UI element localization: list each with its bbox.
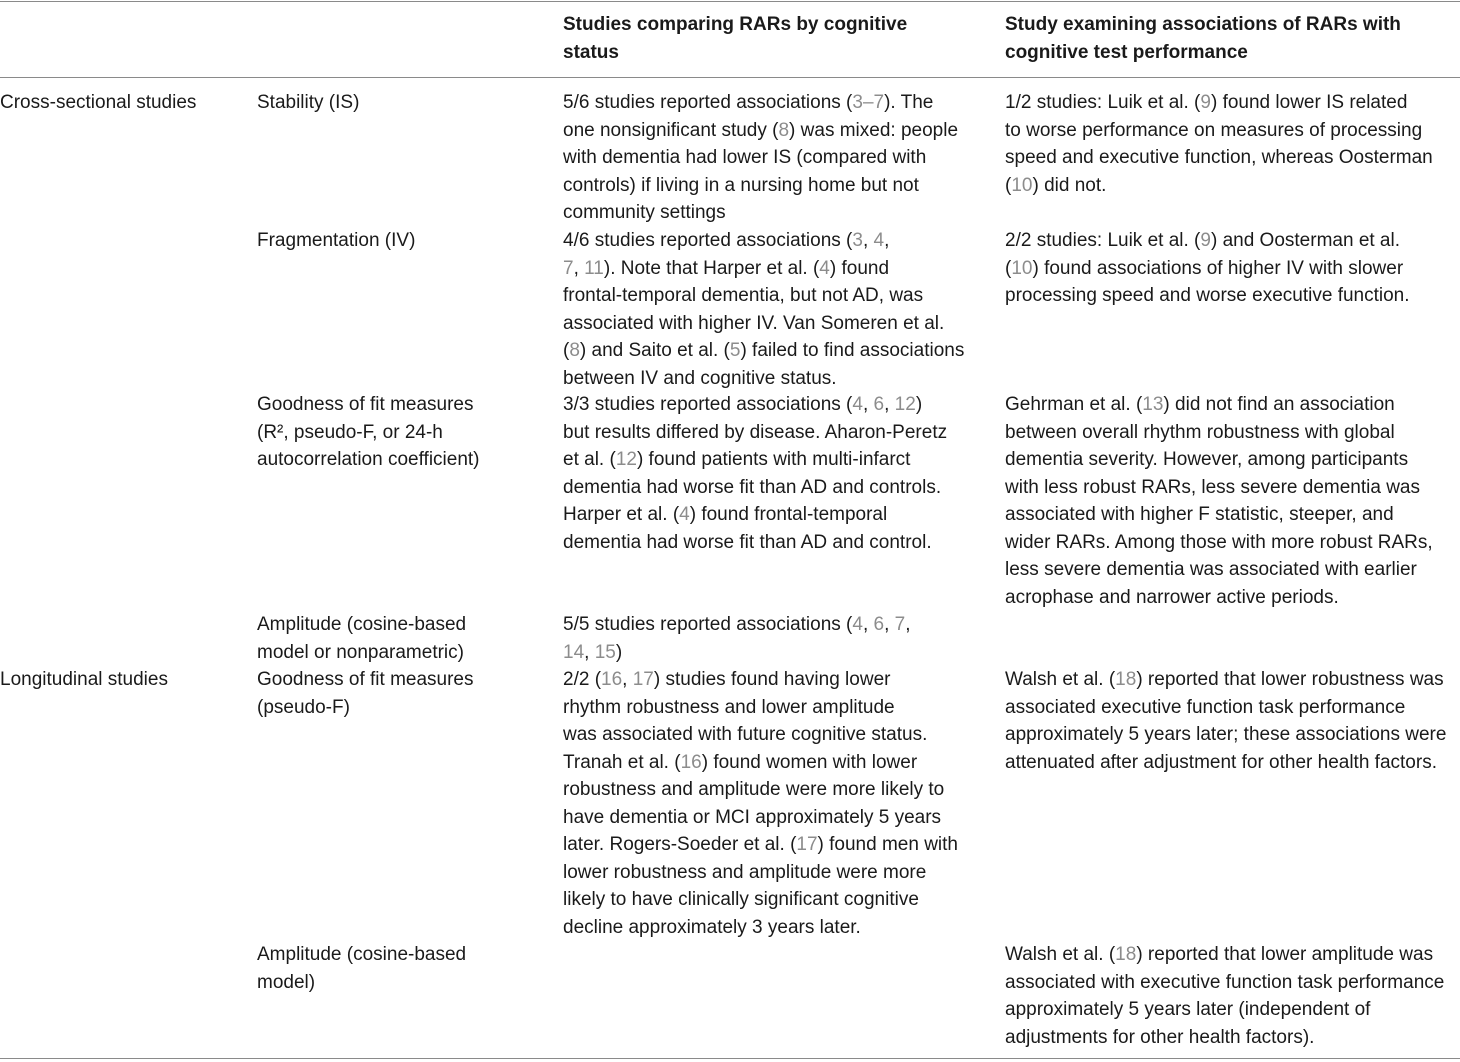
cell-text: ) studies found having lower	[653, 669, 891, 690]
cell-line	[563, 89, 983, 117]
cell-text: likely to have clinically significant cognitive	[563, 889, 919, 910]
cell-line	[1005, 144, 1460, 172]
cell-text: between overall rhythm robustness with global	[1005, 421, 1395, 443]
cell-line: model)	[257, 971, 316, 993]
cell-line	[1005, 941, 1460, 969]
row-test-finding	[1005, 941, 1460, 1051]
cell-text: ,	[862, 614, 874, 635]
cell-text: ) found lower IS related	[1210, 92, 1408, 113]
cell-line	[1005, 89, 1460, 117]
cell-text: wider RARs. Among those with more robust RARs,	[1005, 531, 1433, 553]
header-col-test	[1005, 11, 1460, 66]
cell-text: lower robustness and amplitude were more	[563, 861, 927, 883]
cell-text: Walsh et al. (	[1005, 669, 1116, 690]
cell-text: have dementia or MCI approximately 5 years	[563, 806, 942, 828]
cell-text: dementia had worse fit than AD and controls.	[563, 476, 942, 498]
header-line: status	[563, 41, 619, 63]
cell-line	[1005, 694, 1460, 722]
reference-link[interactable]: 9	[1200, 230, 1211, 251]
cell-text: controls) if living in a nursing home but not	[563, 174, 919, 196]
section-label-longitudinal: Longitudinal studies	[0, 669, 168, 690]
table-bottom-rule	[0, 1058, 1460, 1059]
row-status-finding	[563, 227, 983, 392]
cell-line	[1005, 227, 1460, 255]
reference-link[interactable]: 14	[563, 641, 585, 663]
reference-link[interactable]: 16	[601, 669, 623, 690]
cell-text: adjustments for other health factors).	[1005, 1026, 1315, 1048]
cell-text: frontal-temporal dementia, but not AD, was	[563, 285, 924, 306]
cell-line	[563, 721, 983, 749]
reference-link[interactable]: 10	[1011, 174, 1033, 196]
cell-line	[1005, 996, 1460, 1024]
row-test-finding	[1005, 391, 1460, 611]
row-status-finding	[563, 611, 983, 666]
cell-line	[563, 639, 983, 667]
cell-line	[563, 172, 983, 200]
cell-text: 5/6 studies reported associations (	[563, 92, 853, 113]
cell-line	[563, 804, 983, 832]
row-measure	[257, 666, 547, 721]
cell-text: ) found associations of higher IV with slower	[1032, 257, 1404, 279]
cell-line	[563, 282, 983, 310]
reference-link[interactable]: 7	[563, 257, 574, 279]
table-header-rule	[0, 77, 1460, 78]
cell-line: model or nonparametric)	[257, 641, 464, 663]
row-measure	[257, 941, 547, 996]
cell-line	[563, 859, 983, 887]
cell-line	[563, 914, 983, 942]
cell-text: processing speed and worse executive function.	[1005, 285, 1410, 306]
cell-text: associated with higher F statistic, steeper, and	[1005, 504, 1394, 525]
reference-link[interactable]: 10	[1011, 257, 1033, 279]
cell-line	[563, 227, 983, 255]
cell-text: ) reported that lower robustness was	[1136, 669, 1444, 690]
cell-text: ) and Saito et al. (	[579, 340, 730, 361]
cell-text: robustness and amplitude were more likely to	[563, 779, 945, 800]
row-test-finding	[1005, 666, 1460, 776]
cell-text: )	[915, 394, 923, 415]
reference-link[interactable]: 13	[1142, 394, 1164, 415]
row-test-finding	[1005, 89, 1460, 199]
cell-text: ) found women with lower	[701, 751, 918, 773]
reference-link[interactable]: 18	[1115, 669, 1137, 690]
header-col-status	[563, 11, 983, 66]
cell-text: et al. (	[563, 449, 616, 470]
cell-line	[1005, 446, 1460, 474]
cell-text: ) found frontal-temporal	[689, 504, 888, 525]
cell-text: ,	[862, 394, 874, 415]
cell-text: ) did not find an association	[1163, 394, 1395, 415]
reference-link[interactable]: 17	[632, 669, 654, 690]
row-measure	[257, 611, 547, 666]
cell-line	[563, 391, 983, 419]
cell-line	[1005, 556, 1460, 584]
section-label-cross-sectional: Cross-sectional studies	[0, 92, 197, 113]
cell-text: ,	[884, 614, 895, 635]
cell-text: community settings	[563, 202, 726, 223]
cell-line	[563, 749, 983, 777]
reference-link[interactable]: 4	[852, 614, 863, 635]
cell-text: with less robust RARs, less severe dementia was	[1005, 476, 1420, 498]
cell-text: was associated with future cognitive status.	[563, 724, 928, 745]
cell-line	[1005, 391, 1460, 419]
cell-text: speed and executive function, whereas Oosterman	[1005, 147, 1433, 168]
cell-text: ) found men with	[817, 834, 958, 855]
cell-text: later. Rogers-Soeder et al. (	[563, 834, 797, 855]
cell-line	[1005, 721, 1460, 749]
cell-line	[563, 255, 983, 283]
cell-line	[1005, 969, 1460, 997]
cell-line: Stability (IS)	[257, 92, 360, 113]
cell-text: acrophase and narrower active periods.	[1005, 586, 1339, 608]
cell-text: decline approximately 3 years later.	[563, 916, 861, 938]
cell-line	[563, 365, 983, 393]
reference-link[interactable]: 8	[778, 119, 790, 141]
cell-line: Fragmentation (IV)	[257, 230, 416, 251]
reference-link[interactable]: 9	[1200, 92, 1211, 113]
cell-line	[563, 446, 983, 474]
cell-text: 5/5 studies reported associations (	[563, 614, 853, 635]
reference-link[interactable]: 18	[1115, 944, 1137, 965]
cell-text: 3/3 studies reported associations (	[563, 394, 853, 415]
reference-link[interactable]: 4	[819, 257, 830, 279]
cell-text: ) reported that lower amplitude was	[1136, 944, 1434, 965]
row-measure	[257, 391, 547, 474]
reference-link[interactable]: 15	[594, 641, 616, 663]
cell-line: Goodness of fit measures	[257, 669, 474, 690]
cell-text: but results differed by disease. Aharon-Peretz	[563, 421, 948, 443]
cell-text: )	[615, 641, 623, 663]
cell-text: ,	[905, 614, 911, 635]
cell-text: ). The	[884, 92, 934, 113]
row-status-finding	[563, 89, 983, 227]
cell-line: (pseudo-F)	[257, 696, 350, 718]
cell-line	[1005, 584, 1460, 612]
cell-text: with dementia had lower IS (compared with	[563, 147, 927, 168]
reference-link[interactable]: 12	[894, 394, 916, 415]
cell-text: 4/6 studies reported associations (	[563, 230, 853, 251]
cell-text: ,	[884, 394, 895, 415]
cell-text: (	[1005, 174, 1012, 196]
cell-text: approximately 5 years later; these associations were	[1005, 724, 1447, 745]
reference-link[interactable]: 4	[873, 230, 885, 251]
cell-text: associated executive function task performance	[1005, 696, 1406, 718]
cell-text: (	[1005, 257, 1012, 279]
cell-text: associated with higher IV. Van Someren et al.	[563, 312, 945, 334]
row-status-finding	[563, 666, 983, 941]
cell-line: Goodness of fit measures	[257, 394, 474, 415]
cell-text: 2/2 studies: Luik et al. (	[1005, 230, 1201, 251]
cell-line	[563, 419, 983, 447]
cell-text: between IV and cognitive status.	[563, 367, 837, 389]
cell-text: ,	[584, 641, 595, 663]
cell-text: dementia had worse fit than AD and control.	[563, 531, 932, 553]
cell-line	[563, 337, 983, 365]
cell-line	[1005, 255, 1460, 283]
cell-text: (	[563, 340, 570, 361]
cell-text: ) did not.	[1032, 174, 1107, 196]
cell-line	[1005, 474, 1460, 502]
cell-text: ,	[884, 230, 890, 251]
reference-link[interactable]: 8	[569, 340, 580, 361]
cell-text: less severe dementia was associated with earlier	[1005, 559, 1417, 580]
header-line: Studies comparing RARs by cognitive	[563, 14, 908, 35]
reference-link[interactable]: 17	[796, 834, 818, 855]
cell-text: one nonsignificant study (	[563, 119, 779, 141]
cell-text: ) and Oosterman et al.	[1210, 230, 1401, 251]
cell-text: ,	[862, 230, 874, 251]
header-line: Study examining associations of RARs with	[1005, 14, 1401, 35]
cell-text: ) failed to find associations	[740, 340, 965, 361]
cell-text: 1/2 studies: Luik et al. (	[1005, 92, 1201, 113]
cell-line: Amplitude (cosine-based	[257, 614, 467, 635]
row-measure	[257, 227, 547, 255]
cell-line	[563, 474, 983, 502]
reference-link[interactable]: 16	[680, 751, 702, 773]
cell-line	[563, 310, 983, 338]
reference-link[interactable]: 4	[852, 394, 863, 415]
cell-line	[1005, 172, 1460, 200]
cell-line	[563, 611, 983, 639]
cell-text: Walsh et al. (	[1005, 944, 1116, 965]
cell-text: Gehrman et al. (	[1005, 394, 1143, 415]
cell-line	[1005, 1024, 1460, 1052]
cell-line	[1005, 282, 1460, 310]
header-line: cognitive test performance	[1005, 41, 1248, 63]
cell-text: Tranah et al. (	[563, 751, 681, 773]
cell-line	[563, 199, 983, 227]
cell-text: 2/2 (	[563, 669, 602, 690]
reference-link[interactable]: 7	[894, 614, 906, 635]
reference-link[interactable]: 6	[873, 614, 885, 635]
cell-text: ,	[622, 669, 633, 690]
reference-link[interactable]: 3	[852, 230, 863, 251]
cell-text: attenuated after adjustment for other health factors.	[1005, 751, 1437, 773]
cell-line	[563, 666, 983, 694]
cell-line	[1005, 529, 1460, 557]
row-measure	[257, 89, 547, 117]
cell-text: ) found patients with multi-infarct	[636, 449, 911, 470]
reference-link[interactable]: 12	[615, 449, 637, 470]
cell-text: ) was mixed: people	[789, 119, 959, 141]
cell-line	[563, 117, 983, 145]
cell-line	[1005, 419, 1460, 447]
cell-text: Harper et al. (	[563, 504, 680, 525]
reference-link[interactable]: 4	[679, 504, 690, 525]
cell-line: (R², pseudo-F, or 24-h	[257, 421, 443, 443]
reference-link[interactable]: 6	[873, 394, 885, 415]
cell-text: rhythm robustness and lower amplitude	[563, 696, 895, 718]
cell-line	[1005, 749, 1460, 777]
cell-text: to worse performance on measures of processing	[1005, 119, 1423, 141]
cell-line	[563, 144, 983, 172]
row-test-finding	[1005, 227, 1460, 310]
cell-line	[1005, 117, 1460, 145]
cell-line	[563, 776, 983, 804]
cell-line	[563, 694, 983, 722]
cell-line: Amplitude (cosine-based	[257, 944, 467, 965]
reference-link[interactable]: 3–7	[852, 92, 885, 113]
cell-line	[563, 529, 983, 557]
cell-text: ) found	[829, 257, 890, 279]
cell-line	[563, 501, 983, 529]
cell-line	[563, 831, 983, 859]
cell-line: autocorrelation coefficient)	[257, 449, 480, 470]
cell-line	[563, 886, 983, 914]
reference-link[interactable]: 11	[584, 257, 604, 279]
cell-line	[1005, 666, 1460, 694]
cell-line	[1005, 501, 1460, 529]
cell-text: ). Note that Harper et al. (	[603, 257, 820, 279]
reference-link[interactable]: 5	[729, 340, 741, 361]
row-status-finding	[563, 391, 983, 556]
table-top-rule	[0, 1, 1460, 2]
cell-text: ,	[573, 257, 585, 279]
cell-text: approximately 5 years later (independent of	[1005, 999, 1371, 1020]
cell-text: dementia severity. However, among participants	[1005, 449, 1409, 470]
cell-text: associated with executive function task performance	[1005, 971, 1445, 993]
